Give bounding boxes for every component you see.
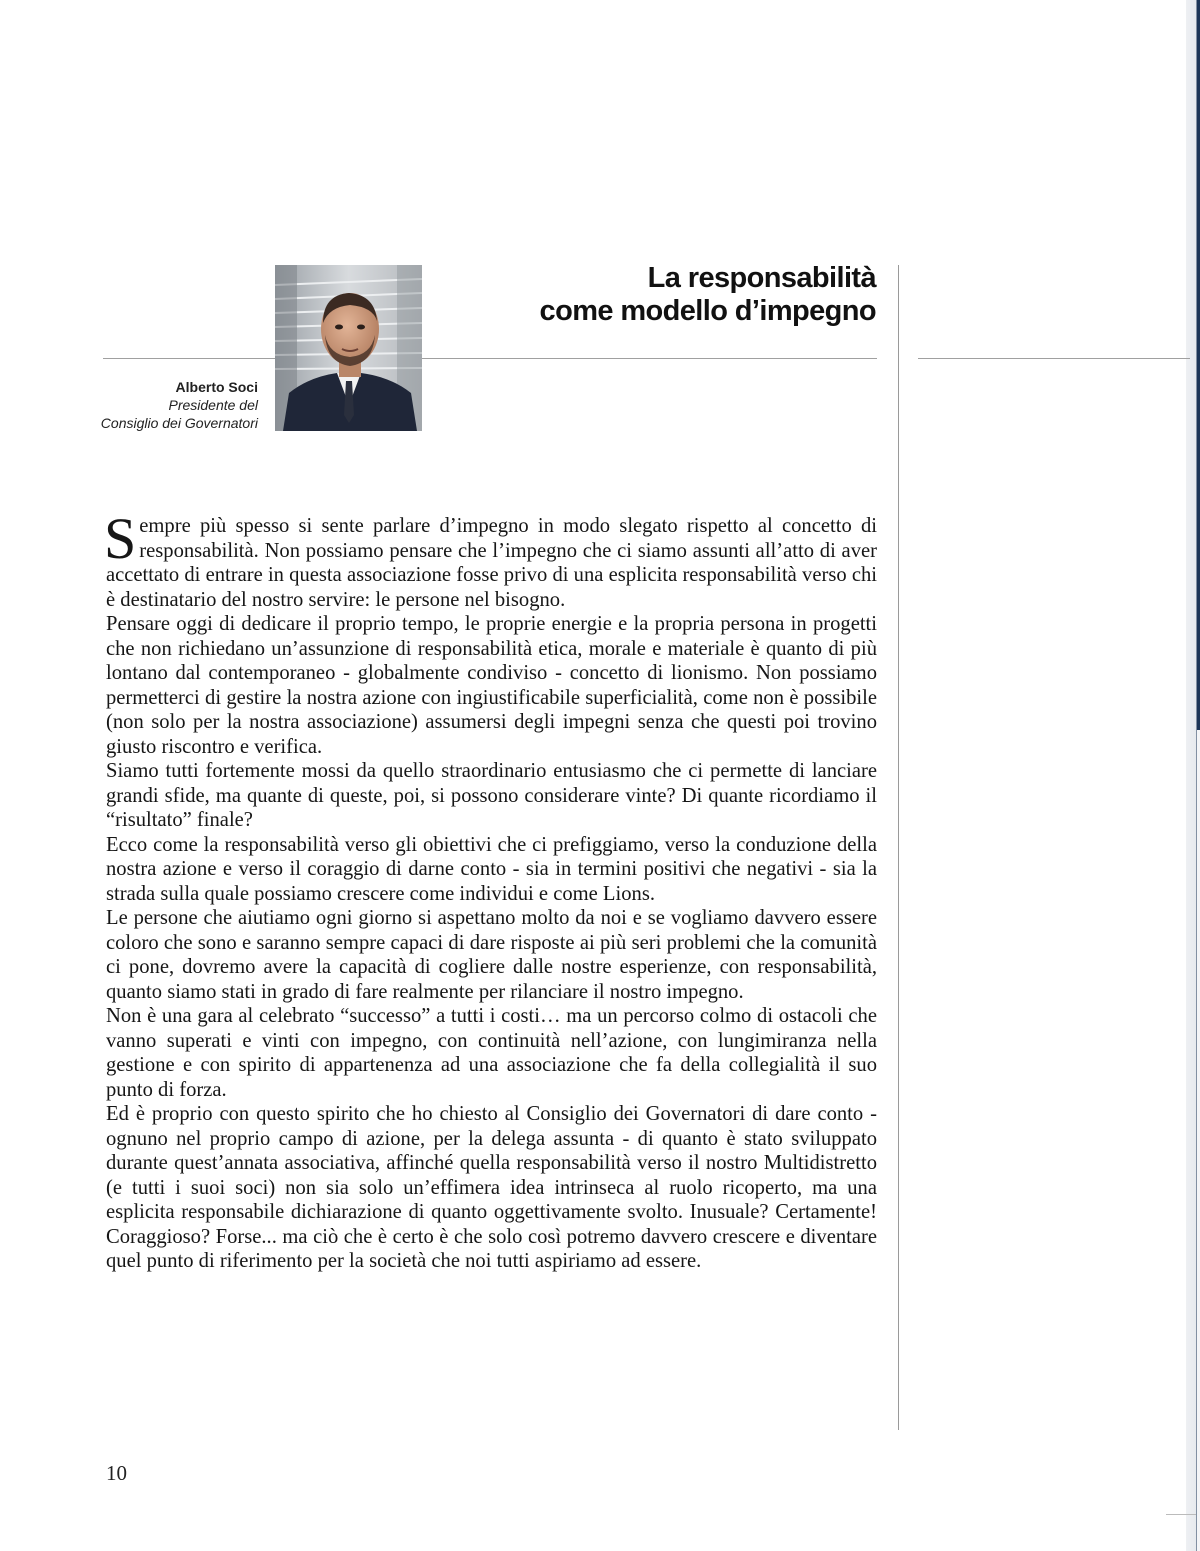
- author-role-line-2: Consiglio dei Governatori: [100, 415, 258, 431]
- page-edge-tick: [1166, 1514, 1196, 1515]
- author-name: Alberto Soci: [175, 379, 258, 395]
- author-photo: [275, 265, 422, 431]
- page-edge-strip: [1186, 0, 1200, 1551]
- paragraph-1: [104, 506, 877, 612]
- article-body: [104, 506, 877, 1274]
- sidebar-header-rule: [918, 358, 1190, 359]
- column-divider: [898, 265, 899, 1430]
- paragraph-3: Siamo tutti fortemente mossi da quello straordinario entusiasmo che ci permette di lanciare grandi sfide, ma quante di queste, poi, si possono considerare vinte? Di quante ricordiamo il “risultato” finale?: [106, 760, 877, 831]
- paragraph-6: Non è una gara al celebrato “successo” a tutti i costi… ma un percorso colmo di ostacoli che vanno superati e vinti con impegno, con continuità nell’azione, con lungimiranza nella gestione e con spirito di appartenenza ad una associazione che fa della collegialità il suo punto di forza.: [106, 1005, 877, 1101]
- paragraph-7: Ed è proprio con questo spirito che ho chiesto al Consiglio dei Governatori di dare conto - ognuno nel proprio campo di azione, per la delega assunta - di quanto è stato sviluppato durante quest’annata associativa, affinché quella responsabilità verso il nostro Multidistretto (e tutti i suoi soci) non sia solo un’effimera idea intrinseca al ruolo ricoperto, ma una esplicita responsabile dichiarazione di quanto oggettivamente svolto. Inusuale? Certamente! Coraggioso? Forse... ma ciò che è certo è che solo così potremo davvero crescere e diventare quel punto di riferimento per la società che noi tutti aspiriamo ad essere.: [106, 1103, 877, 1272]
- title-line-1: La responsabilità: [647, 262, 876, 294]
- paragraph-2: Pensare oggi di dedicare il proprio tempo, le proprie energie e la propria persona in progetti che non richiedano un’assunzione di responsabilità etica, morale e materiale è quanto di più lontano dal contemporaneo - globalmente condiviso - concetto di lionismo. Non possiamo permetterci di gestire la nostra azione con ingiustificabile superficialità, come non è possibile (non solo per la nostra associazione) assumersi degli impegni senza che questi poi trovino giusto riscontro e verifica.: [106, 613, 877, 758]
- author-role-line-1: Presidente del: [168, 397, 258, 413]
- author-byline: [101, 378, 258, 432]
- page-number: 10: [106, 1461, 127, 1485]
- title-line-2: come modello d’impegno: [539, 295, 876, 327]
- paragraph-1-text: empre più spesso si sente parlare d’impegno in modo slegato rispetto al concetto di responsabilità. Non possiamo pensare che l’impegno che ci siamo assunti all’atto di aver accettato di entrare in questa associazione fosse privo di una esplicita responsabilità verso chi è destinatario del nostro servire: le persone nel bisogno.: [106, 515, 877, 611]
- drop-cap: S: [104, 506, 137, 571]
- paragraph-5: Le persone che aiutiamo ogni giorno si aspettano molto da noi e se vogliamo davvero essere coloro che sono e saranno sempre capaci di dare risposte ai più seri problemi che la comunità ci pone, dovremo avere la capacità di cogliere dalle nostre esperienze, con responsabilità, quanto siamo stati in grado di fare realmente per rilanciare il nostro impegno.: [106, 907, 877, 1003]
- article-title: [540, 262, 876, 328]
- header-rule: [103, 358, 877, 359]
- paragraph-4: Ecco come la responsabilità verso gli obiettivi che ci prefiggiamo, verso la conduzione della nostra azione e verso il coraggio di darne conto - sia in termini positivi che negativi - sia la strada sulla quale possiamo crescere come individui e come Lions.: [106, 833, 877, 905]
